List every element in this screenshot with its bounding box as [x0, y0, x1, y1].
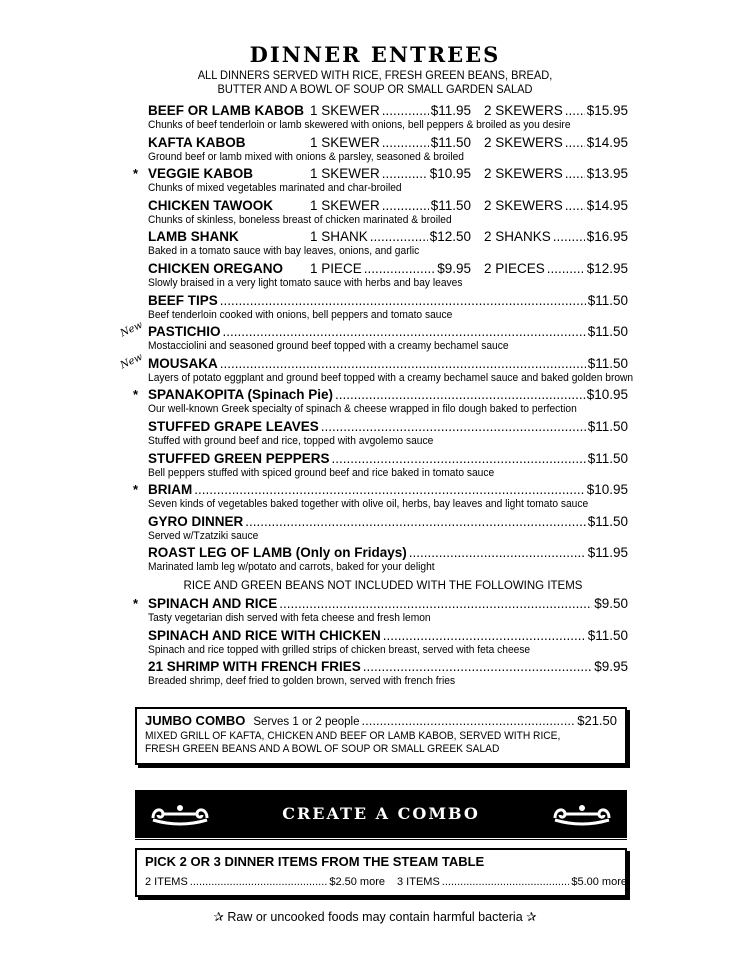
item-name: KAFTA KABOB	[148, 134, 246, 150]
item-name: STUFFED GREEN PEPPERS	[148, 450, 330, 466]
item-price: $11.50	[587, 324, 628, 340]
item-description: Chunks of beef tenderloin or lamb skewered with onions, bell peppers & broiled as you desire	[148, 119, 571, 131]
food-safety-notice: ✰ Raw or uncooked foods may contain harmful bacteria ✰	[213, 910, 537, 924]
option-label: 1 SKEWER	[310, 197, 380, 213]
menu-item	[148, 135, 628, 167]
option-price: $12.95	[586, 260, 628, 276]
item-price: $11.95	[587, 545, 628, 561]
item-description: Chunks of mixed vegetables marinated and char-broiled	[148, 182, 402, 195]
item-description: Stuffed with ground beef and rice, topped with avgolemo sauce	[148, 434, 434, 447]
option-price: $15.95	[586, 103, 628, 118]
item-price: $11.50	[587, 355, 628, 371]
new-badge: New	[118, 351, 145, 372]
menu-item	[148, 659, 628, 691]
option-label: 1 PIECE	[310, 260, 362, 276]
item-description: Ground beef or lamb mixed with onions & parsley, seasoned & broiled	[148, 150, 464, 163]
item-name: PASTICHIO	[148, 324, 221, 340]
option-price: $11.95	[430, 103, 471, 118]
option-label: 2 SKEWERS	[484, 134, 563, 150]
combo-description-line-1: MIXED GRILL OF KAFTA, CHICKEN AND BEEF OR LAMB KABOB, SERVED WITH RICE,	[145, 730, 561, 742]
combo-price: $21.50	[577, 713, 617, 728]
item-description: Mostacciolini and seasoned ground beef topped with a creamy bechamel sauce	[148, 340, 509, 353]
vegetarian-star-icon: *	[133, 387, 139, 403]
item-name: GYRO DINNER	[148, 513, 244, 529]
page-subtitle	[30, 68, 720, 96]
item-description: Spinach and rice topped with grilled strips of chicken breast, served with feta cheese	[148, 643, 531, 656]
option-price: $16.95	[586, 229, 628, 245]
item-price: $11.50	[587, 450, 628, 466]
item-price: $10.95	[586, 482, 628, 498]
menu-item	[118, 319, 628, 356]
option-label: 1 SKEWER	[310, 134, 380, 150]
item-name: BEEF OR LAMB KABOB	[148, 103, 304, 118]
menu-item	[148, 514, 628, 546]
item-name: CHICKEN OREGANO	[148, 260, 284, 276]
option-label: 1 SKEWER	[310, 103, 380, 118]
menu-item	[148, 419, 628, 451]
item-price: $9.95	[594, 659, 628, 675]
option-price: $11.50	[430, 197, 471, 213]
item-description: Our well-known Greek specialty of spinach & cheese wrapped in filo dough baked to perfection	[148, 403, 577, 416]
menu-item	[118, 351, 634, 388]
item-description: Slowly braised in a very light tomato sauce with herbs and bay leaves	[148, 276, 463, 289]
option-price: $13.95	[586, 166, 628, 182]
pick-items-box	[135, 848, 627, 897]
item-name: LAMB SHANK	[148, 229, 239, 245]
option-label: 2 SHANKS	[484, 229, 551, 245]
items-note: RICE AND GREEN BEANS NOT INCLUDED WITH THE FOLLOWING ITEMS	[183, 579, 583, 592]
item-description: Marinated lamb leg w/potato and carrots, baked for your delight	[148, 561, 435, 574]
item-price: $11.50	[587, 292, 628, 308]
item-name: 21 SHRIMP WITH FRENCH FRIES	[148, 659, 361, 675]
page-title: DINNER ENTREES	[249, 42, 501, 67]
option-label: 2 SKEWERS	[484, 166, 563, 182]
vegetarian-star-icon: *	[133, 166, 139, 182]
pick-option-label: 2 ITEMS	[145, 876, 188, 888]
subtitle-line-2: BUTTER AND A BOWL OF SOUP OR SMALL GARDEN SALAD	[217, 82, 533, 96]
item-name: SPINACH AND RICE	[148, 595, 278, 611]
menu-items	[118, 103, 634, 691]
item-name: BRIAM	[148, 482, 193, 498]
item-name: SPANAKOPITA (Spinach Pie)	[148, 387, 334, 403]
option-price: $10.95	[429, 166, 471, 182]
vegetarian-star-icon: *	[133, 595, 139, 611]
menu-item	[148, 229, 628, 261]
item-price: $10.95	[586, 387, 628, 403]
pick-option-price: $2.50 more	[329, 876, 385, 888]
item-description: Beef tenderloin cooked with onions, bell peppers and tomato sauce	[148, 308, 453, 321]
scroll-ornament-icon	[551, 802, 613, 826]
item-description: Seven kinds of vegetables baked together with olive oil, herbs, bay leaves and light tomato sauce	[148, 498, 589, 511]
item-name: MOUSAKA	[148, 355, 218, 371]
combo-description-line-2: FRESH GREEN BEANS AND A BOWL OF SOUP OR SMALL GREEK SALAD	[145, 743, 500, 755]
item-name: CHICKEN TAWOOK	[148, 197, 273, 213]
option-price: $11.50	[430, 134, 471, 150]
menu-item	[148, 293, 628, 325]
menu-item	[148, 545, 628, 577]
item-price: $9.50	[594, 595, 628, 611]
create-a-combo-banner	[135, 790, 627, 838]
jumbo-combo-box	[135, 707, 627, 765]
option-label: 2 SKEWERS	[484, 103, 563, 118]
menu-item	[133, 166, 628, 198]
combo-name: JUMBO COMBO	[145, 713, 246, 728]
pick-option-label: 3 ITEMS	[397, 876, 440, 888]
item-price: $11.50	[587, 513, 628, 529]
option-price: $14.95	[586, 197, 628, 213]
banner-underline	[135, 839, 627, 840]
combo-serves: Serves 1 or 2 people	[253, 716, 360, 728]
banner-title: CREATE A COMBO	[282, 804, 480, 823]
item-description: Layers of potato eggplant and ground beef topped with a creamy bechamel sauce and baked golden brown	[148, 371, 634, 384]
menu-item	[148, 628, 628, 660]
option-label: 1 SHANK	[310, 229, 368, 245]
menu-item	[133, 595, 628, 628]
option-price: $9.95	[437, 260, 471, 276]
new-badge: New	[118, 319, 145, 340]
item-name: SPINACH AND RICE WITH CHICKEN	[148, 627, 381, 643]
item-name: ROAST LEG OF LAMB (Only on Fridays)	[148, 545, 407, 561]
subtitle-line-1: ALL DINNERS SERVED WITH RICE, FRESH GREEN BEANS, BREAD,	[197, 68, 553, 82]
item-price: $11.50	[587, 418, 628, 434]
menu-item	[148, 198, 628, 230]
pick-option-price: $5.00 more	[571, 876, 627, 888]
item-description: Tasty vegetarian dish served with feta cheese and fresh lemon	[148, 611, 431, 624]
item-description: Served w/Tzatziki sauce	[148, 529, 259, 542]
menu-item	[133, 482, 628, 514]
option-label: 2 SKEWERS	[484, 197, 563, 213]
item-description: Chunks of skinless, boneless breast of chicken marinated & broiled	[148, 213, 452, 226]
menu-item	[148, 451, 628, 483]
pick-title: PICK 2 OR 3 DINNER ITEMS FROM THE STEAM TABLE	[145, 854, 485, 869]
vegetarian-star-icon: *	[133, 482, 139, 498]
item-description: Baked in a tomato sauce with bay leaves, onions, and garlic	[148, 245, 420, 258]
option-label: 1 SKEWER	[310, 166, 380, 182]
item-description: Breaded shrimp, deef fried to golden brown, served with french fries	[148, 675, 456, 688]
menu-item	[133, 387, 628, 419]
item-description: Bell peppers stuffed with spiced ground beef and rice baked in tomato sauce	[148, 466, 495, 479]
menu-item	[148, 261, 628, 293]
option-label: 2 PIECES	[484, 260, 545, 276]
item-price: $11.50	[587, 627, 628, 643]
item-name: VEGGIE KABOB	[148, 166, 254, 182]
item-name: BEEF TIPS	[148, 292, 218, 308]
item-name: STUFFED GRAPE LEAVES	[148, 418, 319, 434]
menu-item	[148, 103, 628, 135]
option-price: $12.50	[429, 229, 471, 245]
option-price: $14.95	[586, 134, 628, 150]
